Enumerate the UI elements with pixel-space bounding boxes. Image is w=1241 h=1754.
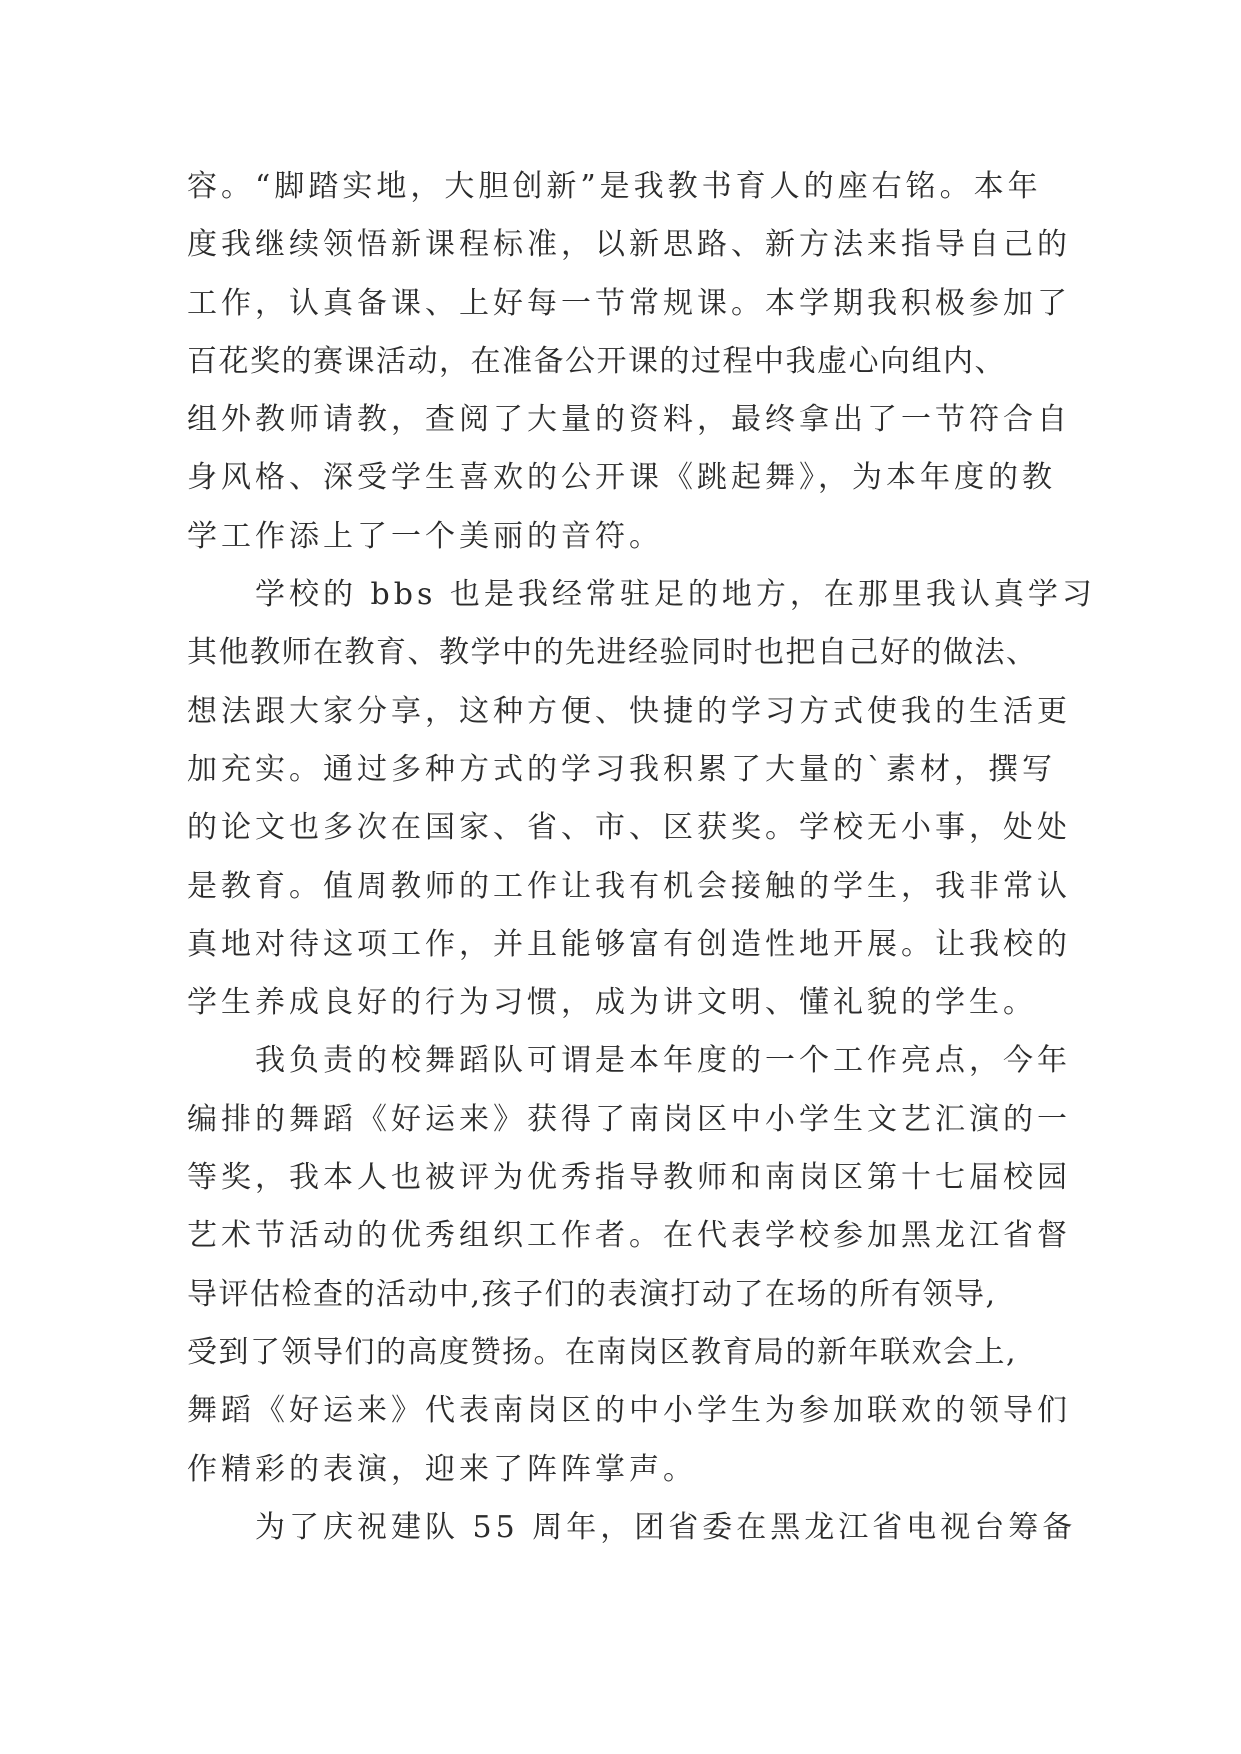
text-line: 组外教师请教，查阅了大量的资料，最终拿出了一节符合自 [187,402,1071,438]
text-line: 学生养成良好的行为习惯，成为讲文明、懂礼貌的学生。 [187,985,1037,1021]
text-line: 工作，认真备课、上好每一节常规课。本学期我积极参加了 [187,285,1071,321]
document-body [187,158,1096,1557]
text-line: 容。“脚踏实地，大胆创新”是我教书育人的座右铭。本年 [187,169,1042,204]
text-line: 加充实。通过多种方式的学习我积累了大量的`素材，撰写 [187,751,1056,787]
text-line: 编排的舞蹈《好运来》获得了南岗区中小学生文艺汇演的一 [187,1101,1071,1137]
text-line: 其他教师在教育、教学中的先进经验同时也把自己好的做法、 [187,635,1038,671]
text-line: 作精彩的表演，迎来了阵阵掌声。 [187,1451,697,1487]
text-line: 舞蹈《好运来》代表南岗区的中小学生为参加联欢的领导们 [187,1393,1071,1429]
text-line: 受到了领导们的高度赞扬。在南岗区教育局的新年联欢会上, [187,1334,1018,1370]
text-line: 等奖，我本人也被评为优秀指导教师和南岗区第十七届校园 [187,1160,1071,1196]
text-line: 度我继续领悟新课程标准，以新思路、新方法来指导自己的 [187,227,1071,263]
paragraph-first-line: 为了庆祝建队 55 周年，团省委在黑龙江省电视台筹备 [255,1509,1077,1545]
text-line: 百花奖的赛课活动，在准备公开课的过程中我虚心向组内、 [187,343,1006,379]
text-line: 艺术节活动的优秀组织工作者。在代表学校参加黑龙江省督 [187,1218,1071,1254]
paragraph-first-line: 学校的 bbs 也是我经常驻足的地方，在那里我认真学习 [255,577,1096,613]
text-line: 导评估检查的活动中,孩子们的表演打动了在场的所有领导, [187,1276,997,1312]
text-line: 身风格、深受学生喜欢的公开课《跳起舞》，为本年度的教 [187,460,1056,496]
paragraph-first-line: 我负责的校舞蹈队可谓是本年度的一个工作亮点，今年 [255,1043,1071,1079]
text-line: 的论文也多次在国家、省、市、区获奖。学校无小事，处处 [187,810,1071,846]
text-line: 学工作添上了一个美丽的音符。 [187,518,663,554]
text-line: 想法跟大家分享，这种方便、快捷的学习方式使我的生活更 [187,693,1071,729]
text-line: 真地对待这项工作，并且能够富有创造性地开展。让我校的 [187,926,1071,962]
text-line: 是教育。值周教师的工作让我有机会接触的学生，我非常认 [187,868,1071,904]
